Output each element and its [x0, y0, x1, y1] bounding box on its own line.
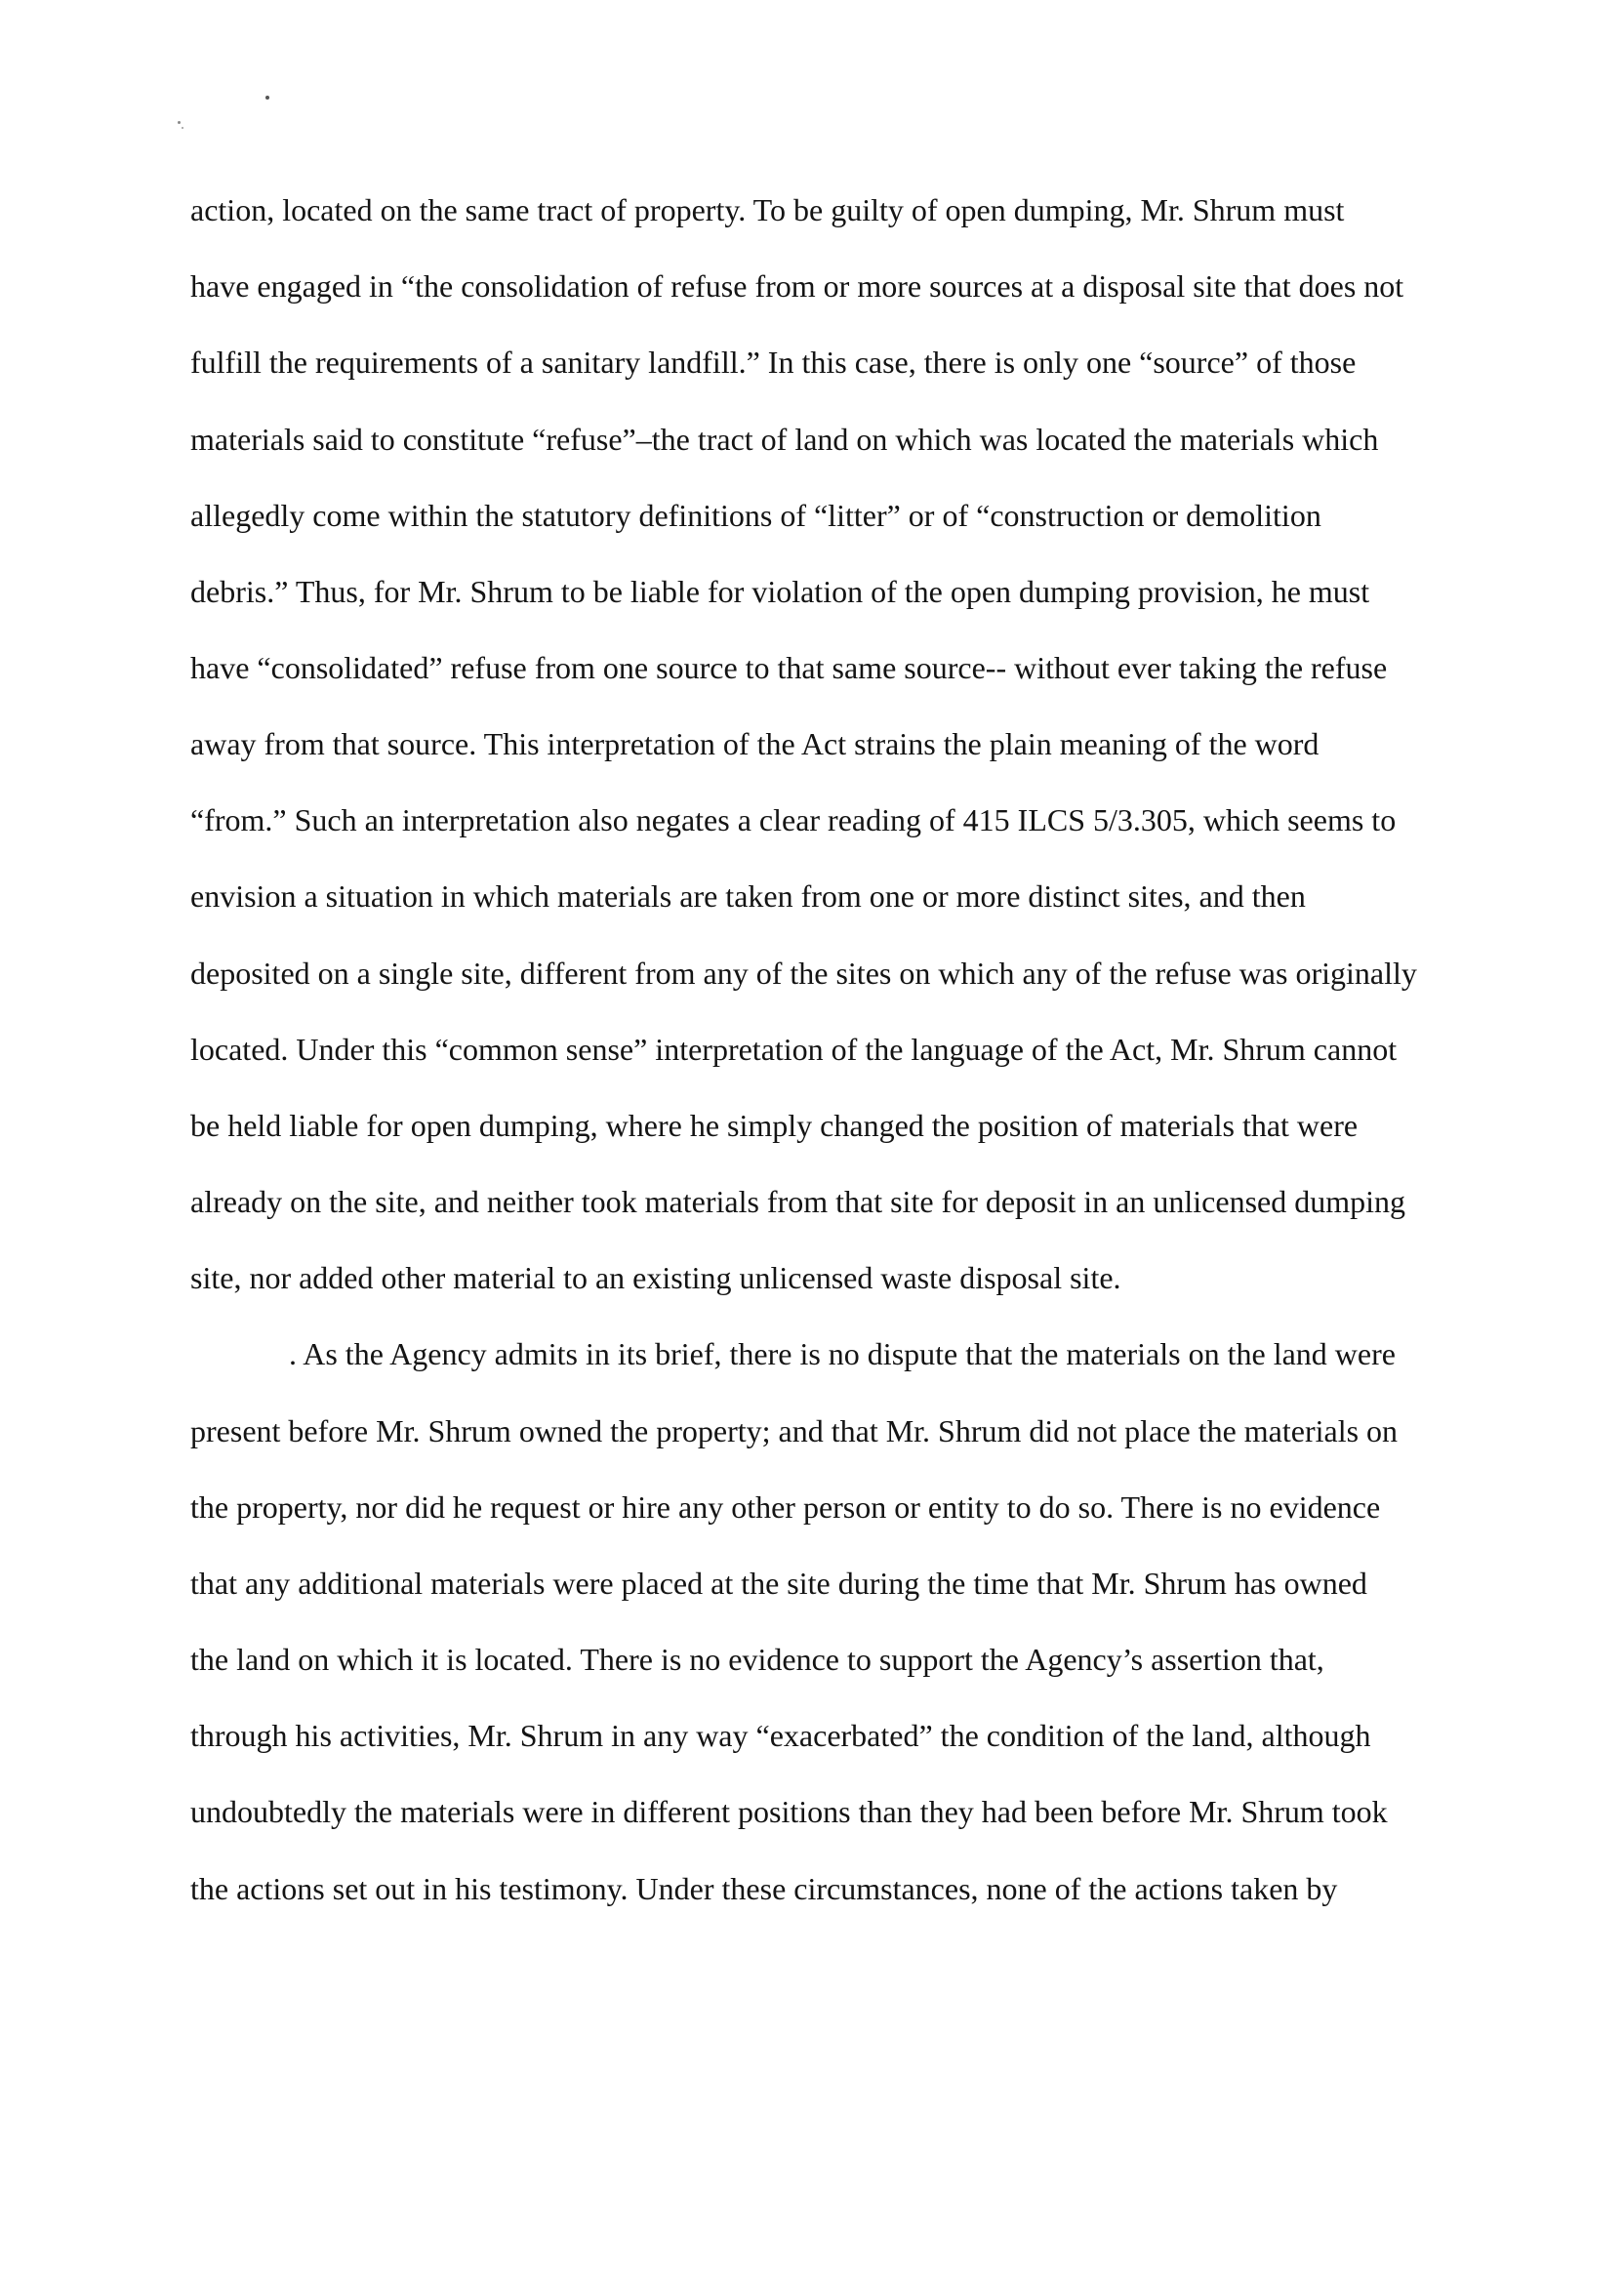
- body-line: deposited on a single site, different from any of the sites on which any of the refuse was originally: [190, 956, 1417, 991]
- body-line: “from.” Such an interpretation also negates a clear reading of 415 ILCS 5/3.305, which seems to: [190, 802, 1397, 837]
- scan-speck: [265, 96, 269, 100]
- body-line: the actions set out in his testimony. Under these circumstances, none of the actions taken by: [190, 1871, 1338, 1906]
- scan-speck: [178, 121, 181, 124]
- body-line: be held liable for open dumping, where he simply changed the position of materials that were: [190, 1108, 1359, 1143]
- body-line: the land on which it is located. There is no evidence to support the Agency’s assertion that,: [190, 1642, 1324, 1677]
- body-line: debris.” Thus, for Mr. Shrum to be liable for violation of the open dumping provision, he must: [190, 574, 1370, 609]
- body-line: materials said to constitute “refuse”–the tract of land on which was located the materials which: [190, 422, 1379, 457]
- body-line: have engaged in “the consolidation of refuse from or more sources at a disposal site that does not: [190, 268, 1404, 304]
- body-line: already on the site, and neither took materials from that site for deposit in an unlicensed dumping: [190, 1184, 1405, 1219]
- scan-speck: [182, 127, 183, 129]
- body-line: site, nor added other material to an existing unlicensed waste disposal site.: [190, 1260, 1121, 1295]
- body-line-indented: . As the Agency admits in its brief, there is no dispute that the materials on the land were: [289, 1336, 1396, 1371]
- body-line: located. Under this “common sense” interpretation of the language of the Act, Mr. Shrum cannot: [190, 1032, 1398, 1067]
- body-line: action, located on the same tract of property. To be guilty of open dumping, Mr. Shrum must: [190, 192, 1345, 227]
- body-line: through his activities, Mr. Shrum in any way “exacerbated” the condition of the land, although: [190, 1718, 1371, 1753]
- body-line: present before Mr. Shrum owned the property; and that Mr. Shrum did not place the materials on: [190, 1413, 1399, 1448]
- body-line: that any additional materials were placed at the site during the time that Mr. Shrum has owned: [190, 1566, 1367, 1601]
- body-line: allegedly come within the statutory definitions of “litter” or of “construction or demolition: [190, 498, 1321, 533]
- body-line: envision a situation in which materials are taken from one or more distinct sites, and then: [190, 878, 1306, 914]
- body-line: the property, nor did he request or hire any other person or entity to do so. There is no evidence: [190, 1489, 1381, 1525]
- body-line: undoubtedly the materials were in different positions than they had been before Mr. Shrum took: [190, 1794, 1388, 1829]
- body-line: fulfill the requirements of a sanitary landfill.” In this case, there is only one “source” of those: [190, 345, 1357, 380]
- body-line: away from that source. This interpretation of the Act strains the plain meaning of the word: [190, 726, 1320, 761]
- body-line: have “consolidated” refuse from one source to that same source-- without ever taking the refuse: [190, 650, 1388, 685]
